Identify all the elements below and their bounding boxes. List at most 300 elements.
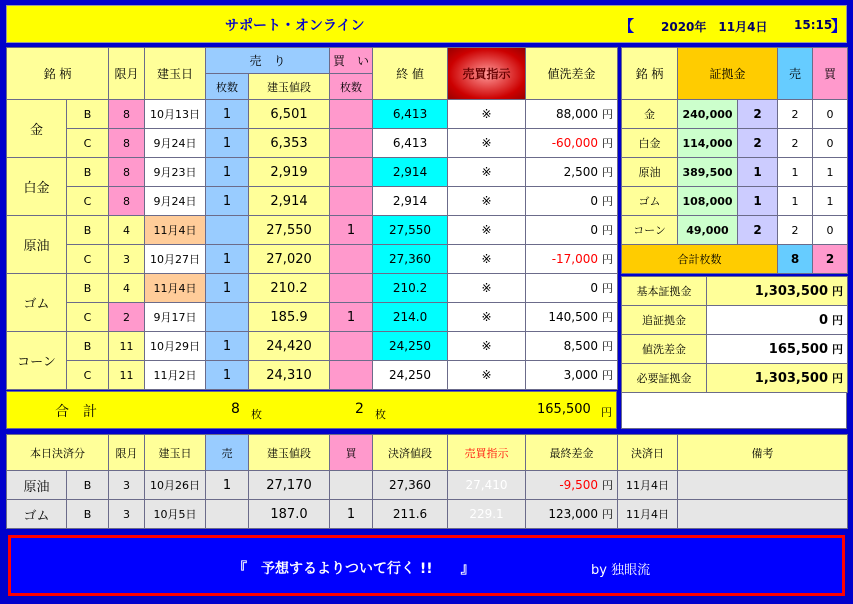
table-row	[7, 216, 618, 245]
settle-entry-price-value: 187.0	[270, 506, 308, 522]
bracket-left: 【	[619, 17, 635, 35]
sell-qty-cell	[206, 216, 249, 245]
order-cell[interactable]	[448, 361, 526, 390]
margin-sell-value: 1	[791, 165, 799, 179]
pnl-cell-unit: 円	[602, 108, 614, 121]
month-cell	[109, 216, 145, 245]
date-cell-value: 10月27日	[150, 253, 201, 266]
footer-byline: by 独眼流	[591, 563, 651, 578]
settle-price	[373, 500, 448, 529]
margin-header-brand: 銘 柄	[622, 48, 678, 100]
entry-price-cell	[249, 187, 330, 216]
date-cell-value: 10月13日	[150, 108, 201, 121]
margin-amount	[678, 129, 738, 158]
settle-month	[109, 500, 145, 529]
positions-table	[6, 47, 618, 390]
brand-name-value: コーン	[17, 355, 56, 370]
entry-price-cell-value: 6,353	[270, 135, 308, 151]
settlement-row	[7, 471, 848, 500]
side-cell-value: C	[83, 252, 92, 266]
margin-qty	[738, 158, 778, 187]
settle-side-value: B	[83, 507, 92, 521]
date-cell-value: 10月29日	[150, 340, 201, 353]
pnl-cell-unit: 円	[602, 311, 614, 324]
settle-month	[109, 471, 145, 500]
margin-qty	[738, 129, 778, 158]
order-cell[interactable]	[448, 216, 526, 245]
margin-total-sell	[778, 245, 813, 274]
total-bar	[6, 391, 617, 429]
margin-brand	[622, 187, 678, 216]
close-price-cell	[373, 361, 448, 390]
buy-qty-cell	[330, 303, 373, 332]
margin-amount-value: 389,500	[682, 165, 733, 179]
brand-name	[7, 216, 67, 274]
close-price-cell-value: 24,250	[389, 368, 432, 382]
pnl-cell-value: 140,500	[548, 310, 599, 324]
sell-qty-cell-value: 1	[222, 193, 232, 209]
summary-label-value: 必要証拠金	[636, 372, 692, 385]
order-cell-value: ※	[481, 368, 492, 382]
sell-qty-cell	[206, 158, 249, 187]
buy-qty-cell	[330, 332, 373, 361]
settle-brand-value: ゴム	[23, 508, 50, 524]
date-cell-value: 11月2日	[153, 369, 197, 382]
header-buy: 買 い	[330, 48, 373, 74]
side-cell	[67, 245, 109, 274]
order-cell[interactable]	[448, 332, 526, 361]
summary-value	[707, 277, 848, 306]
margin-sell	[778, 216, 813, 245]
summary-value-value: 0	[818, 313, 828, 328]
close-price-cell	[373, 216, 448, 245]
summary-row	[622, 335, 848, 364]
header-month: 限月	[109, 48, 145, 100]
order-cell[interactable]	[448, 274, 526, 303]
pnl-cell-value: 3,000	[563, 368, 599, 382]
order-cell[interactable]	[448, 187, 526, 216]
sell-qty-cell	[206, 100, 249, 129]
pnl-cell-value: 0	[590, 194, 599, 208]
sell-qty-cell-value: 1	[222, 338, 232, 354]
bracket-right: 】	[831, 17, 847, 35]
margin-header-sell: 売	[778, 48, 813, 100]
sell-qty-cell	[206, 274, 249, 303]
order-cell[interactable]	[448, 303, 526, 332]
entry-price-cell	[249, 129, 330, 158]
month-cell	[109, 158, 145, 187]
month-cell	[109, 332, 145, 361]
header-entry-price: 建玉値段	[249, 74, 330, 100]
order-cell-value: ※	[481, 339, 492, 353]
buy-qty-cell-value: 1	[346, 309, 356, 325]
summary-row	[622, 277, 848, 306]
close-price-cell	[373, 100, 448, 129]
header-sell-qty: 枚数	[206, 74, 249, 100]
settle-month-value: 3	[123, 507, 130, 521]
table-row	[7, 187, 618, 216]
side-cell	[67, 187, 109, 216]
sell-qty-cell	[206, 303, 249, 332]
buy-qty-cell	[330, 274, 373, 303]
margin-brand	[622, 158, 678, 187]
close-price-cell	[373, 274, 448, 303]
side-cell-value: C	[83, 310, 92, 324]
close-price-cell-value: 27,550	[389, 223, 432, 237]
summary-label-value: 追証拠金	[642, 314, 686, 327]
brand-name-value: 原油	[23, 239, 50, 254]
margin-total-sell-value: 8	[790, 252, 800, 266]
date-cell-value: 9月23日	[153, 166, 197, 179]
margin-amount-value: 49,000	[686, 223, 729, 237]
side-cell	[67, 274, 109, 303]
entry-price-cell	[249, 303, 330, 332]
margin-brand-value: 金	[644, 108, 655, 121]
margin-brand-value: 白金	[638, 137, 661, 150]
settle-side	[67, 500, 109, 529]
settle-buy-value: 1	[346, 506, 356, 522]
order-cell-value: ※	[481, 165, 492, 179]
order-cell[interactable]	[448, 100, 526, 129]
margin-sell-value: 2	[791, 223, 799, 237]
order-cell[interactable]	[448, 129, 526, 158]
brand-name	[7, 332, 67, 390]
summary-label	[622, 364, 707, 393]
pnl-cell	[526, 245, 618, 274]
entry-price-cell-value: 24,310	[266, 367, 312, 383]
summary-value	[707, 306, 848, 335]
close-price-cell	[373, 332, 448, 361]
order-cell-value: ※	[481, 252, 492, 266]
buy-qty-cell	[330, 187, 373, 216]
settle-entry-price-value: 27,170	[266, 477, 312, 493]
margin-qty	[738, 187, 778, 216]
close-price-cell-value: 6,413	[392, 107, 428, 121]
summary-value	[707, 335, 848, 364]
settle-buy	[330, 500, 373, 529]
margin-amount	[678, 100, 738, 129]
settle-date	[618, 500, 678, 529]
sell-qty-cell-value: 1	[222, 280, 232, 296]
date-cell-value: 11月4日	[153, 282, 197, 295]
pnl-cell	[526, 187, 618, 216]
pnl-cell-unit: 円	[602, 369, 614, 382]
entry-price-cell	[249, 332, 330, 361]
month-cell-value: 8	[123, 136, 131, 150]
summary-value-unit: 円	[832, 285, 843, 298]
date-display: 2020年 11月4日	[661, 20, 768, 34]
date-cell	[145, 187, 206, 216]
margin-row	[622, 158, 848, 187]
margin-qty	[738, 216, 778, 245]
total-sell-unit: 枚	[251, 408, 262, 421]
summary-value-value: 1,303,500	[754, 371, 828, 386]
summary-label-value: 基本証拠金	[636, 285, 692, 298]
total-buy-unit: 枚	[375, 408, 386, 421]
margin-buy-value: 1	[826, 194, 834, 208]
order-cell-value: ※	[481, 281, 492, 295]
table-row	[7, 129, 618, 158]
settle-final-pnl-unit: 円	[602, 508, 613, 521]
summary-value	[707, 364, 848, 393]
side-cell	[67, 158, 109, 187]
close-price-cell-value: 24,250	[389, 339, 432, 353]
month-cell-value: 4	[123, 281, 131, 295]
footer-slogan: 『 予想するよりついて行く !! 』	[233, 561, 475, 577]
margin-total-label	[622, 245, 778, 274]
month-cell	[109, 245, 145, 274]
date-cell	[145, 129, 206, 158]
month-cell-value: 2	[123, 310, 131, 324]
footer-banner	[8, 535, 845, 596]
pnl-cell-value: -60,000	[551, 136, 599, 150]
settle-entry-price	[249, 471, 330, 500]
margin-total-label-value: 合計枚数	[677, 253, 722, 266]
margin-buy	[813, 187, 848, 216]
summary-label	[622, 306, 707, 335]
summary-value-unit: 円	[832, 343, 843, 356]
sell-qty-cell	[206, 129, 249, 158]
margin-qty-value: 1	[753, 165, 762, 179]
sell-qty-cell	[206, 187, 249, 216]
close-price-cell-value: 6,413	[392, 136, 428, 150]
pnl-cell	[526, 361, 618, 390]
pnl-cell-unit: 円	[602, 282, 614, 295]
margin-buy	[813, 158, 848, 187]
settle-sell	[206, 500, 249, 529]
side-cell-value: B	[83, 223, 92, 237]
settle-brand	[7, 471, 67, 500]
pnl-cell	[526, 158, 618, 187]
entry-price-cell	[249, 245, 330, 274]
brand-name	[7, 158, 67, 216]
settle-side	[67, 471, 109, 500]
margin-header-amount: 証拠金	[678, 48, 778, 100]
settle-price-value: 211.6	[392, 507, 428, 521]
pnl-cell-value: 0	[590, 223, 599, 237]
sell-qty-cell	[206, 245, 249, 274]
margin-amount-value: 108,000	[682, 194, 733, 208]
margin-brand-value: コーン	[633, 224, 666, 237]
total-pnl-unit: 円	[601, 406, 612, 419]
margin-buy-value: 0	[826, 223, 834, 237]
buy-qty-cell	[330, 100, 373, 129]
total-buy-qty: 2	[355, 401, 364, 417]
pnl-cell-unit: 円	[602, 137, 614, 150]
settle-final-pnl-value: -9,500	[559, 478, 598, 492]
header-buy-qty: 枚数	[330, 74, 373, 100]
table-row	[7, 158, 618, 187]
side-cell-value: C	[83, 194, 92, 208]
buy-qty-cell-value: 1	[346, 222, 356, 238]
summary-value-value: 1,303,500	[754, 284, 828, 299]
order-cell-value: ※	[481, 223, 492, 237]
settle-open-date-value: 10月5日	[153, 508, 197, 521]
pnl-cell-value: 0	[590, 281, 599, 295]
margin-brand	[622, 129, 678, 158]
month-cell	[109, 100, 145, 129]
close-price-cell-value: 214.0	[392, 310, 428, 324]
margin-row	[622, 216, 848, 245]
side-cell	[67, 100, 109, 129]
settle-side-value: B	[83, 478, 92, 492]
header-order-button[interactable]: 売買指示	[448, 48, 526, 100]
margin-qty-value: 2	[753, 107, 762, 121]
table-row	[7, 303, 618, 332]
header-close: 終 値	[373, 48, 448, 100]
settle-header-buy: 買	[330, 435, 373, 471]
pnl-cell	[526, 332, 618, 361]
total-sell-qty: 8	[231, 401, 240, 417]
side-cell	[67, 129, 109, 158]
date-cell-value: 9月24日	[153, 137, 197, 150]
sell-qty-cell-value: 1	[222, 135, 232, 151]
margin-buy-value: 0	[826, 136, 834, 150]
summary-label	[622, 277, 707, 306]
entry-price-cell	[249, 158, 330, 187]
close-price-cell-value: 27,360	[389, 252, 432, 266]
entry-price-cell-value: 185.9	[270, 309, 308, 325]
table-row	[7, 361, 618, 390]
date-cell	[145, 100, 206, 129]
sell-qty-cell-value: 1	[222, 164, 232, 180]
month-cell-value: 3	[123, 252, 131, 266]
settle-header-entry-price: 建玉値段	[249, 435, 330, 471]
margin-amount-value: 240,000	[682, 107, 733, 121]
date-cell	[145, 332, 206, 361]
pnl-cell-unit: 円	[602, 253, 614, 266]
settle-final-pnl	[526, 471, 618, 500]
settle-header-open-date: 建玉日	[145, 435, 206, 471]
close-price-cell	[373, 245, 448, 274]
margin-table	[621, 47, 848, 274]
pnl-cell-unit: 円	[602, 224, 614, 237]
entry-price-cell	[249, 100, 330, 129]
header-sell: 売 り	[206, 48, 330, 74]
settle-open-date	[145, 471, 206, 500]
close-price-cell-value: 2,914	[392, 165, 428, 179]
date-cell-value: 9月24日	[153, 195, 197, 208]
time-display: 15:15	[794, 18, 833, 32]
date-cell-value: 9月17日	[153, 311, 197, 324]
pnl-cell-value: 2,500	[563, 165, 599, 179]
summary-label-value: 値洗差金	[642, 343, 686, 356]
summary-label	[622, 335, 707, 364]
side-cell	[67, 361, 109, 390]
close-price-cell	[373, 303, 448, 332]
date-cell	[145, 303, 206, 332]
buy-qty-cell	[330, 361, 373, 390]
margin-qty-value: 2	[753, 136, 762, 150]
brand-name-value: 金	[29, 123, 43, 138]
side-cell-value: B	[83, 281, 92, 295]
settle-sell	[206, 471, 249, 500]
side-cell-value: C	[83, 136, 92, 150]
margin-sell-value: 2	[791, 136, 799, 150]
month-cell-value: 8	[123, 194, 131, 208]
summary-value-unit: 円	[832, 372, 843, 385]
margin-total-buy-value: 2	[825, 252, 835, 266]
entry-price-cell-value: 210.2	[270, 280, 308, 296]
settle-date	[618, 471, 678, 500]
date-cell	[145, 361, 206, 390]
date-cell	[145, 245, 206, 274]
margin-sell-value: 2	[791, 107, 799, 121]
settle-header-sell: 売	[206, 435, 249, 471]
summary-row	[622, 306, 848, 335]
order-cell-value: ※	[481, 136, 492, 150]
pnl-cell	[526, 129, 618, 158]
settle-header-order: 売買指示	[448, 435, 526, 471]
settle-buy	[330, 471, 373, 500]
settle-brand	[7, 500, 67, 529]
sell-qty-cell	[206, 361, 249, 390]
pnl-cell	[526, 303, 618, 332]
margin-amount	[678, 216, 738, 245]
side-cell	[67, 303, 109, 332]
month-cell	[109, 187, 145, 216]
order-cell[interactable]	[448, 245, 526, 274]
date-cell	[145, 158, 206, 187]
entry-price-cell-value: 27,020	[266, 251, 312, 267]
margin-qty-value: 2	[753, 223, 762, 237]
buy-qty-cell	[330, 158, 373, 187]
month-cell-value: 11	[119, 368, 134, 382]
pnl-cell	[526, 274, 618, 303]
margin-sell	[778, 158, 813, 187]
summary-value-value: 165,500	[768, 342, 828, 357]
summary-value-unit: 円	[832, 314, 843, 327]
month-cell-value: 8	[123, 165, 131, 179]
order-cell[interactable]	[448, 158, 526, 187]
pnl-cell	[526, 100, 618, 129]
margin-row	[622, 100, 848, 129]
entry-price-cell	[249, 361, 330, 390]
entry-price-cell-value: 24,420	[266, 338, 312, 354]
header-brand: 銘 柄	[7, 48, 109, 100]
margin-buy-value: 0	[826, 107, 834, 121]
settle-header-settle-price: 決済値段	[373, 435, 448, 471]
settle-header-note: 備考	[678, 435, 848, 471]
margin-row	[622, 129, 848, 158]
entry-price-cell-value: 2,919	[270, 164, 308, 180]
summary-row	[622, 364, 848, 393]
close-price-cell	[373, 158, 448, 187]
order-cell-value: ※	[481, 310, 492, 324]
month-cell	[109, 361, 145, 390]
month-cell	[109, 274, 145, 303]
date-cell	[145, 216, 206, 245]
settle-order-value: 229.1	[469, 507, 504, 521]
table-row	[7, 245, 618, 274]
side-cell-value: B	[83, 165, 92, 179]
margin-buy-value: 1	[826, 165, 834, 179]
margin-buy	[813, 100, 848, 129]
settlement-table	[6, 434, 848, 529]
buy-qty-cell	[330, 129, 373, 158]
side-cell	[67, 216, 109, 245]
header-open-date: 建玉日	[145, 48, 206, 100]
pnl-cell	[526, 216, 618, 245]
title-bar	[6, 5, 847, 43]
settle-brand-value: 原油	[23, 479, 50, 495]
pnl-cell-value: 88,000	[556, 107, 599, 121]
brand-name-value: 白金	[23, 181, 50, 196]
pnl-cell-value: 8,500	[563, 339, 599, 353]
settle-order	[448, 471, 526, 500]
app-title: サポート・オンライン	[225, 18, 365, 34]
margin-header-buy: 買	[813, 48, 848, 100]
